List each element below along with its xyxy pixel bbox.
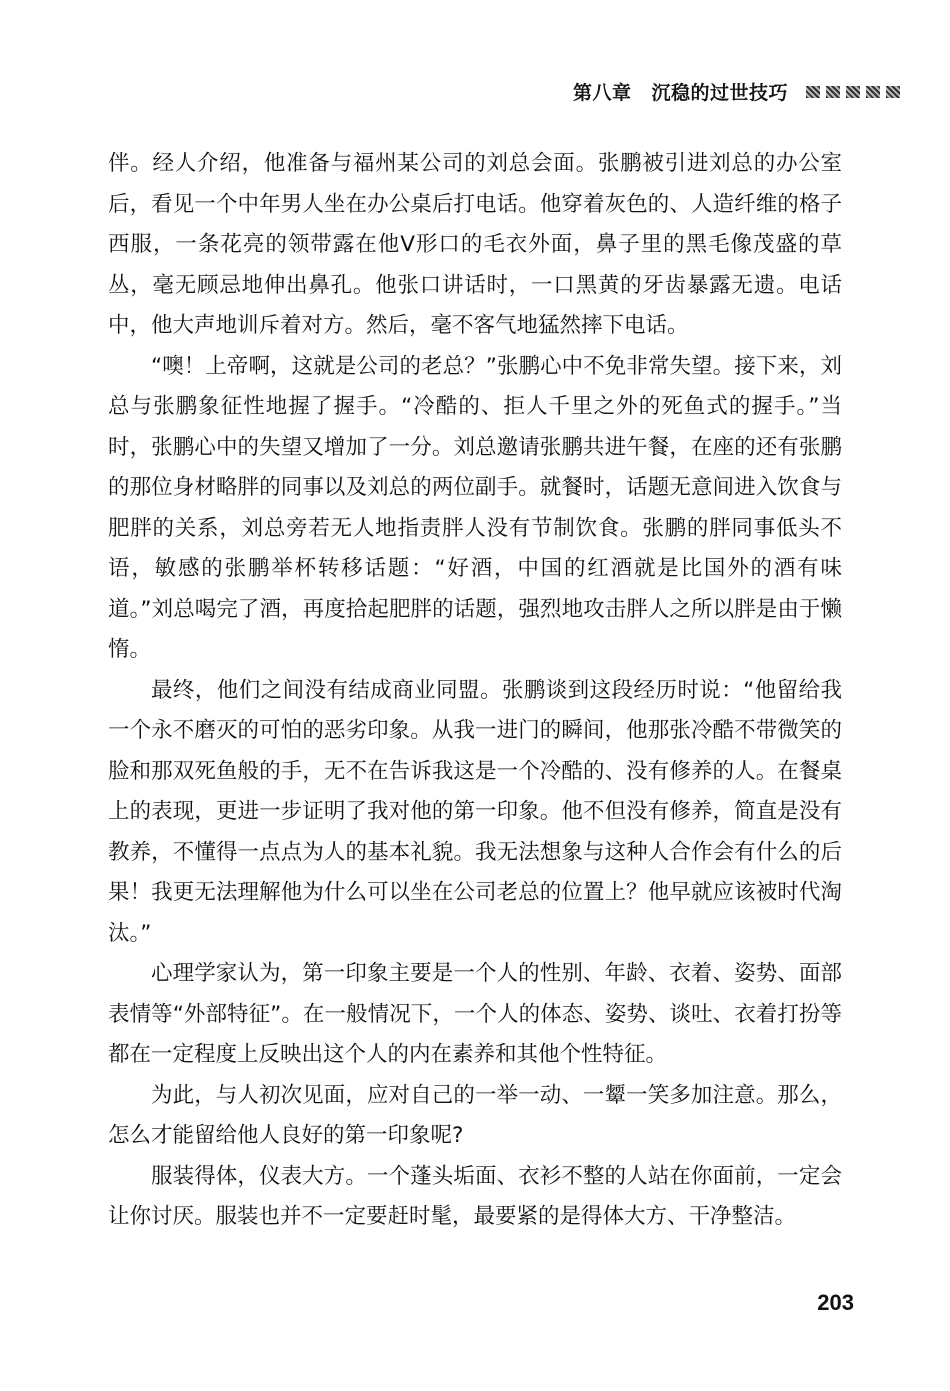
paragraph-4: 心理学家认为，第一印象主要是一个人的性别、年龄、衣着、姿势、面部表情等“外部特征”。在一般情况下，一个人的体态、姿势、谈吐、衣着打扮等都在一定程度上反映出这个人的内在素养和其他个性特征。 (108, 961, 842, 1067)
paragraph-2: “噢！上帝啊，这就是公司的老总？”张鹏心中不免非常失望。接下来，刘总与张鹏象征性地握了握手。“冷酷的、拒人千里之外的死鱼式的握手。”当时，张鹏心中的失望又增加了一分。刘总邀请张鹏共进午餐，在座的还有张鹏的那位身材略胖的同事以及刘总的两位副手。就餐时，话题无意间进入饮食与肥胖的关系，刘总旁若无人地指责胖人没有节制饮食。张鹏的胖同事低头不语，敏感的张鹏举杯转移话题：“好酒，中国的红酒就是比国外的酒有味道。”刘总喝完了酒，再度拾起肥胖的话题，强烈地攻击胖人之所以胖是由于懒惰。 (108, 353, 842, 662)
paragraph-5: 为此，与人初次见面，应对自己的一举一动、一颦一笑多加注意。那么，怎么才能留给他人良好的第一印象呢? (108, 1082, 842, 1148)
paragraph-1: 伴。经人介绍，他准备与福州某公司的刘总会面。张鹏被引进刘总的办公室后，看见一个中年男人坐在办公桌后打电话。他穿着灰色的、人造纤维的格子西服，一条花亮的领带露在他V形口的毛衣外面，鼻子里的黑毛像茂盛的草丛，毫无顾忌地伸出鼻孔。他张口讲话时，一口黑黄的牙齿暴露无遗。电话中，他大声地训斥着对方。然后，毫不客气地猛然摔下电话。 (108, 151, 842, 338)
header-ornament-icon (806, 86, 900, 98)
body-text (108, 144, 842, 1238)
chapter-number: 第八章 (572, 82, 632, 104)
running-header (573, 78, 900, 105)
paragraph-6: 服装得体，仪表大方。一个蓬头垢面、衣衫不整的人站在你面前，一定会让你讨厌。服装也并不一定要赶时髦，最要紧的是得体大方、干净整洁。 (108, 1163, 842, 1229)
page-number: 203 (817, 1290, 854, 1315)
chapter-title: 沉稳的过世技巧 (651, 82, 788, 104)
paragraph-3: 最终，他们之间没有结成商业同盟。张鹏谈到这段经历时说：“他留给我一个永不磨灭的可怕的恶劣印象。从我一进门的瞬间，他那张冷酷不带微笑的脸和那双死鱼般的手，无不在告诉我这是一个冷酷的、没有修养的人。在餐桌上的表现，更进一步证明了我对他的第一印象。他不但没有修养，简直是没有教养，不懂得一点点为人的基本礼貌。我无法想象与这种人合作会有什么的后果！我更无法理解他为什么可以坐在公司老总的位置上？他早就应该被时代淘汰。” (108, 677, 842, 946)
